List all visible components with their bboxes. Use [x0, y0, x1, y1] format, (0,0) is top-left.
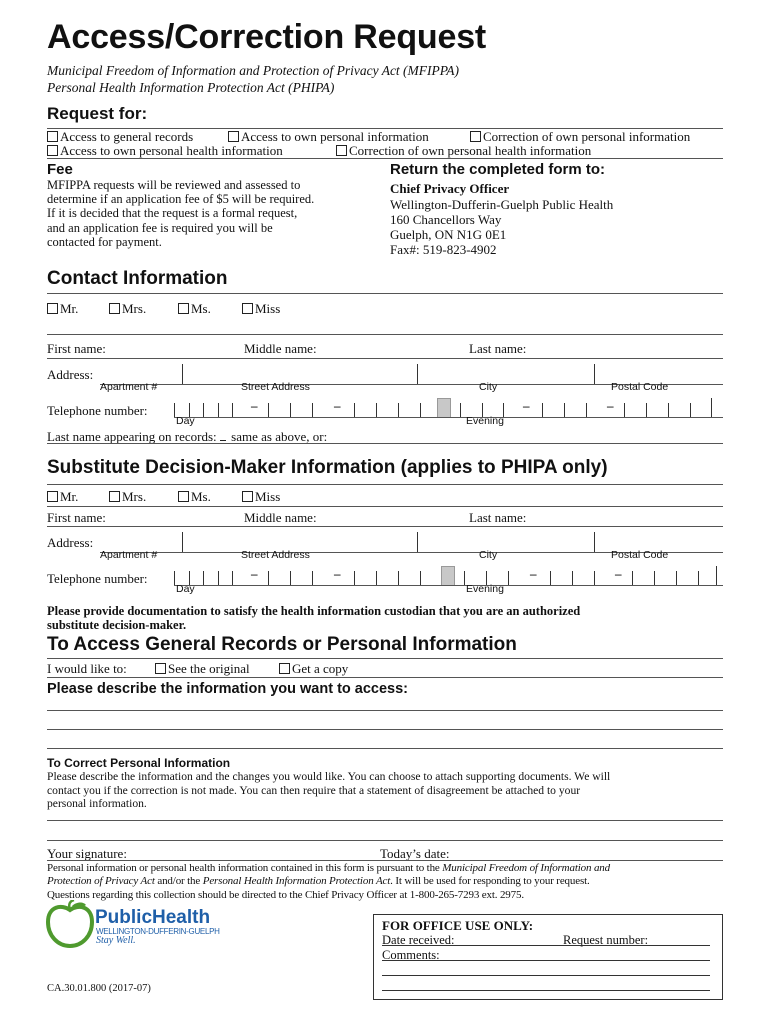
records-field-line[interactable] [47, 443, 723, 444]
office-line[interactable] [382, 945, 710, 946]
checkbox[interactable] [242, 303, 253, 314]
checkbox[interactable] [47, 145, 58, 156]
last-name-records-label: Last name appearing on records: same as above, or: [47, 429, 328, 444]
correct-text: Please describe the information and the changes you would like. You can choose to attach supporting documents. We will contact you if the correction is not made. You can then require that a statement of disagreement be attached to your personal information. [47, 770, 611, 811]
sdm-name-field-line[interactable] [47, 526, 723, 527]
sdm-address-label: Address: [47, 535, 94, 550]
fee-heading: Fee [47, 161, 73, 178]
checkbox[interactable] [109, 491, 120, 502]
request-option[interactable]: Access to own personal health information [47, 143, 283, 159]
divider [47, 484, 723, 485]
checkbox[interactable] [336, 145, 347, 156]
sdm-first-name-label: First name: [47, 510, 106, 525]
correct-line[interactable] [47, 820, 723, 821]
sdm-evening-label: Evening [466, 583, 504, 595]
request-option[interactable]: Correction of own personal health information [336, 143, 591, 159]
logo-name: PublicHealth [95, 907, 211, 928]
sdm-postal-label: Postal Code [611, 549, 669, 561]
city-label: City [479, 381, 498, 393]
logo-sub: WELLINGTON-DUFFERIN-GUELPH [96, 927, 220, 936]
describe-heading: Please describe the information you want to access: [47, 681, 408, 697]
would-like-label: I would like to: [47, 661, 127, 676]
privacy-notice: Personal information or personal health information contained in this form is pursuant to the Municipal Freedom of Information and Protection of Privacy Act and/or the Personal Health Information Protection Act. It will be used for responding to your request. Questions regarding this collection should be directed to the Chief Privacy Officer at 1-800-265-7293 ext. 2975. [47, 862, 610, 901]
checkbox[interactable] [220, 439, 226, 441]
title-option-mr[interactable]: Mr. [47, 301, 78, 317]
describe-line[interactable] [47, 729, 723, 730]
fee-text: MFIPPA requests will be reviewed and assessed to determine if an application fee of $5 will be required. If it is decided that the request is a formal request, and an application fee is required you will be contacted for payment. [47, 178, 315, 249]
checkbox[interactable] [279, 663, 290, 674]
divider [47, 677, 723, 678]
sdm-title-mrs[interactable]: Mrs. [109, 489, 146, 505]
sdm-middle-name-label: Middle name: [244, 510, 317, 525]
divider [47, 506, 723, 507]
sdm-last-name-label: Last name: [469, 510, 527, 525]
signature-label: Your signature: [47, 846, 127, 861]
telephone-label: Telephone number: [47, 403, 148, 418]
postal-label: Postal Code [611, 381, 669, 393]
checkbox[interactable] [109, 303, 120, 314]
office-line[interactable] [382, 990, 710, 991]
act-phipa: Personal Health Information Protection Act (PHIPA) [47, 80, 335, 95]
correct-heading: To Correct Personal Information [47, 756, 231, 770]
access-heading: To Access General Records or Personal Information [47, 634, 517, 655]
title-option-ms[interactable]: Ms. [178, 301, 211, 317]
divider [47, 293, 723, 294]
sdm-note: Please provide documentation to satisfy the health information custodian that you are an authorized substitute decision-maker. [47, 604, 581, 632]
request-option[interactable]: Access to general records [47, 129, 193, 145]
sdm-title-ms[interactable]: Ms. [178, 489, 211, 505]
sdm-title-mr[interactable]: Mr. [47, 489, 78, 505]
day-label: Day [176, 415, 195, 427]
office-line[interactable] [382, 960, 710, 961]
comments-label: Comments: [382, 948, 440, 962]
first-name-label: First name: [47, 341, 106, 356]
name-field-line[interactable] [47, 358, 723, 359]
office-line[interactable] [382, 975, 710, 976]
checkbox[interactable] [155, 663, 166, 674]
correct-line[interactable] [47, 840, 723, 841]
page-title: Access/Correction Request [47, 18, 487, 56]
title-option-mrs[interactable]: Mrs. [109, 301, 146, 317]
sdm-city-label: City [479, 549, 498, 561]
divider [47, 334, 723, 335]
describe-line[interactable] [47, 710, 723, 711]
apple-logo-icon [44, 900, 96, 950]
return-name: Chief Privacy Officer [390, 181, 510, 196]
checkbox[interactable] [178, 491, 189, 502]
address-label: Address: [47, 367, 94, 382]
divider [47, 658, 723, 659]
checkbox[interactable] [47, 131, 58, 142]
date-label: Today’s date: [380, 846, 450, 861]
checkbox[interactable] [242, 491, 253, 502]
see-original-option[interactable]: See the original [155, 661, 250, 677]
request-for-heading: Request for: [47, 104, 148, 123]
title-option-miss[interactable]: Miss [242, 301, 280, 317]
contact-heading: Contact Information [47, 268, 228, 289]
sdm-heading: Substitute Decision-Maker Information (applies to PHIPA only) [47, 457, 608, 478]
sdm-day-label: Day [176, 583, 195, 595]
logo-tagline: Stay Well. [96, 935, 136, 946]
describe-line[interactable] [47, 748, 723, 749]
sdm-title-miss[interactable]: Miss [242, 489, 280, 505]
get-copy-option[interactable]: Get a copy [279, 661, 348, 677]
return-heading: Return the completed form to: [390, 161, 606, 178]
evening-label: Evening [466, 415, 504, 427]
checkbox[interactable] [470, 131, 481, 142]
return-address: Wellington-Dufferin-Guelph Public Health 160 Chancellors Way Guelph, ON N1G 0E1 Fax#: 519-823-4902 [390, 197, 614, 257]
request-option[interactable]: Correction of own personal information [470, 129, 690, 145]
checkbox[interactable] [47, 491, 58, 502]
date-received-label: Date received: [382, 933, 455, 947]
request-number-label: Request number: [563, 933, 649, 947]
checkbox[interactable] [178, 303, 189, 314]
sdm-apartment-label: Apartment # [100, 549, 158, 561]
office-heading: FOR OFFICE USE ONLY: [382, 918, 534, 933]
form-code: CA.30.01.800 (2017-07) [47, 983, 151, 994]
sdm-street-label: Street Address [241, 549, 310, 561]
checkbox[interactable] [47, 303, 58, 314]
request-option[interactable]: Access to own personal information [228, 129, 429, 145]
last-name-label: Last name: [469, 341, 527, 356]
apartment-label: Apartment # [100, 381, 158, 393]
sdm-telephone-label: Telephone number: [47, 571, 148, 586]
middle-name-label: Middle name: [244, 341, 317, 356]
signature-line[interactable] [47, 860, 723, 861]
act-mfippa: Municipal Freedom of Information and Protection of Privacy Act (MFIPPA) [47, 63, 460, 78]
checkbox[interactable] [228, 131, 239, 142]
street-label: Street Address [241, 381, 310, 393]
divider [47, 158, 723, 159]
